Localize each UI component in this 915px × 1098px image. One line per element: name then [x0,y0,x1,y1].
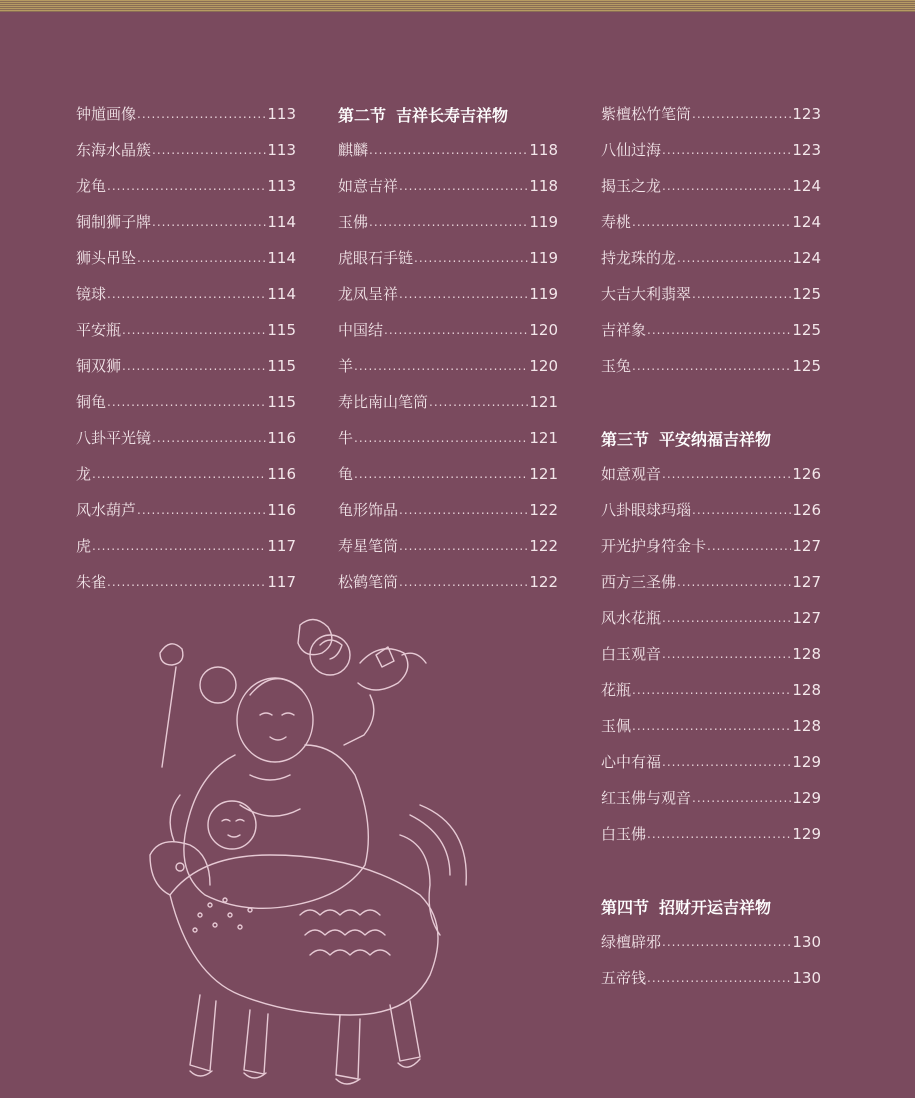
entry-page: 121 [529,464,558,483]
entry-name: 大吉大利翡翠 [601,284,692,303]
entry-name: 狮头吊坠 [76,248,137,267]
entry-page: 119 [529,284,558,303]
toc-entry[interactable] [76,564,296,600]
toc-entry[interactable] [601,276,821,312]
leader-dots [632,360,791,372]
entry-name: 心中有福 [601,752,662,771]
entry-name: 五帝钱 [601,968,647,987]
leader-dots [92,468,266,480]
entry-name: 寿桃 [601,212,632,231]
toc-entry[interactable] [601,132,821,168]
entry-name: 麒麟 [338,140,369,159]
toc-column-3 [601,96,821,996]
toc-entry[interactable] [601,348,821,384]
entry-page: 116 [267,428,296,447]
entry-name: 玉佩 [601,716,632,735]
entry-name: 羊 [338,356,354,375]
toc-entry[interactable] [338,240,558,276]
entry-page: 118 [529,176,558,195]
leader-dots [692,288,791,300]
decorative-top-border [0,0,915,12]
entry-page: 113 [267,104,296,123]
entry-name: 风水葫芦 [76,500,137,519]
entry-name: 花瓶 [601,680,632,699]
entry-page: 120 [529,356,558,375]
toc-entry[interactable] [601,312,821,348]
entry-page: 114 [267,248,296,267]
entry-page: 118 [529,140,558,159]
leader-dots [647,828,791,840]
entry-name: 牛 [338,428,354,447]
leader-dots [677,252,791,264]
entry-page: 123 [792,140,821,159]
leader-dots [399,540,528,552]
entry-name: 松鹤笔筒 [338,572,399,591]
leader-dots [647,972,791,984]
entry-page: 129 [792,752,821,771]
section-number: 第三节 [601,429,650,449]
entry-name: 白玉佛 [601,824,647,843]
leader-dots [354,468,528,480]
entry-page: 130 [792,968,821,987]
entry-name: 龙凤呈祥 [338,284,399,303]
leader-dots [399,180,528,192]
entry-name: 朱雀 [76,572,107,591]
entry-page: 123 [792,104,821,123]
toc-entry[interactable] [76,348,296,384]
entry-page: 126 [792,500,821,519]
entry-page: 129 [792,824,821,843]
section-number: 第四节 [601,897,650,917]
entry-name: 白玉观音 [601,644,662,663]
leader-dots [662,144,791,156]
entry-name: 风水花瓶 [601,608,662,627]
leader-dots [354,432,528,444]
toc-entry[interactable] [338,420,558,456]
toc-entry[interactable] [76,204,296,240]
entry-name: 吉祥象 [601,320,647,339]
entry-page: 122 [529,572,558,591]
toc-entry[interactable] [338,312,558,348]
entry-name: 八仙过海 [601,140,662,159]
entry-name: 八卦眼球玛瑙 [601,500,692,519]
entry-name: 镜球 [76,284,107,303]
leader-dots [632,720,791,732]
entry-page: 128 [792,680,821,699]
entry-name: 玉佛 [338,212,369,231]
toc-entry[interactable] [76,312,296,348]
leader-dots [369,216,528,228]
entry-name: 如意观音 [601,464,662,483]
entry-page: 120 [529,320,558,339]
toc-entry[interactable] [76,240,296,276]
entry-page: 117 [267,536,296,555]
leader-dots [692,792,791,804]
entry-name: 虎眼石手链 [338,248,414,267]
toc-entry[interactable] [601,780,821,816]
entry-page: 119 [529,212,558,231]
entry-page: 116 [267,500,296,519]
section-heading [601,888,821,924]
entry-page: 113 [267,140,296,159]
entry-page: 125 [792,284,821,303]
entry-page: 115 [267,320,296,339]
entry-name: 虎 [76,536,92,555]
toc-entry[interactable] [601,960,821,996]
toc-entry[interactable] [601,204,821,240]
toc-entry[interactable] [601,240,821,276]
toc-entry[interactable] [76,276,296,312]
leader-dots [152,144,266,156]
leader-dots [662,612,791,624]
entry-page: 114 [267,212,296,231]
section-heading [338,96,558,132]
leader-dots [662,756,791,768]
toc-column-1 [76,96,296,600]
toc-entry[interactable] [338,564,558,600]
entry-name: 钟馗画像 [76,104,137,123]
leader-dots [122,360,266,372]
toc-entry[interactable] [76,384,296,420]
toc-entry[interactable] [76,492,296,528]
entry-name: 龙 [76,464,92,483]
entry-name: 揭玉之龙 [601,176,662,195]
leader-dots [662,648,791,660]
toc-entry[interactable] [76,96,296,132]
entry-name: 龟 [338,464,354,483]
entry-page: 127 [792,608,821,627]
toc-entry[interactable] [338,456,558,492]
toc-entry[interactable] [76,420,296,456]
entry-name: 平安瓶 [76,320,122,339]
entry-name: 玉兔 [601,356,632,375]
leader-dots [369,144,528,156]
entry-name: 中国结 [338,320,384,339]
leader-dots [399,576,528,588]
entry-page: 115 [267,392,296,411]
leader-dots [107,396,266,408]
leader-dots [384,324,528,336]
toc-entry[interactable] [601,924,821,960]
entry-page: 130 [792,932,821,951]
entry-page: 128 [792,644,821,663]
leader-dots [632,216,791,228]
section-title: 吉祥长寿吉祥物 [396,105,509,125]
entry-page: 114 [267,284,296,303]
entry-page: 128 [792,716,821,735]
entry-name: 如意吉祥 [338,176,399,195]
leader-dots [632,684,791,696]
toc-entry[interactable] [338,168,558,204]
leader-dots [662,180,791,192]
section-number: 第二节 [338,105,387,125]
toc-entry[interactable] [76,528,296,564]
entry-page: 113 [267,176,296,195]
toc-entry[interactable] [338,492,558,528]
toc-entry[interactable] [601,672,821,708]
leader-dots [707,540,791,552]
toc-entry[interactable] [601,636,821,672]
entry-page: 122 [529,536,558,555]
leader-dots [662,936,791,948]
entry-page: 121 [529,428,558,447]
leader-dots [137,108,266,120]
leader-dots [399,288,528,300]
toc-entry[interactable] [338,276,558,312]
entry-name: 铜制狮子牌 [76,212,152,231]
entry-name: 八卦平光镜 [76,428,152,447]
leader-dots [152,432,266,444]
toc-entry[interactable] [338,528,558,564]
toc-entry[interactable] [601,708,821,744]
entry-page: 117 [267,572,296,591]
entry-name: 开光护身符金卡 [601,536,707,555]
toc-entry[interactable] [601,744,821,780]
entry-page: 121 [529,392,558,411]
section-title: 招财开运吉祥物 [659,897,772,917]
entry-name: 铜双狮 [76,356,122,375]
entry-page: 116 [267,464,296,483]
toc-column-2 [338,96,558,600]
toc-entry[interactable] [601,600,821,636]
leader-dots [429,396,528,408]
entry-name: 绿檀辟邪 [601,932,662,951]
toc-entry[interactable] [601,564,821,600]
leader-dots [677,576,791,588]
entry-page: 127 [792,536,821,555]
entry-page: 122 [529,500,558,519]
toc-entry[interactable] [601,96,821,132]
entry-name: 寿星笔筒 [338,536,399,555]
entry-name: 铜龟 [76,392,107,411]
leader-dots [137,252,266,264]
entry-page: 129 [792,788,821,807]
toc-entry[interactable] [601,456,821,492]
entry-page: 124 [792,176,821,195]
entry-page: 119 [529,248,558,267]
entry-page: 124 [792,248,821,267]
toc-entry[interactable] [76,132,296,168]
toc-entry[interactable] [601,168,821,204]
toc-entry[interactable] [601,492,821,528]
entry-name: 寿比南山笔筒 [338,392,429,411]
entry-page: 127 [792,572,821,591]
entry-name: 龙龟 [76,176,107,195]
leader-dots [399,504,528,516]
leader-dots [137,504,266,516]
section-heading [601,420,821,456]
toc-entry[interactable] [338,204,558,240]
leader-dots [152,216,266,228]
leader-dots [122,324,266,336]
leader-dots [107,180,266,192]
leader-dots [692,108,791,120]
entry-name: 紫檀松竹笔筒 [601,104,692,123]
toc-entry[interactable] [76,168,296,204]
section-spacer [601,852,821,888]
toc-entry[interactable] [76,456,296,492]
entry-page: 124 [792,212,821,231]
leader-dots [92,540,266,552]
entry-name: 红玉佛与观音 [601,788,692,807]
entry-name: 西方三圣佛 [601,572,677,591]
section-spacer [601,384,821,420]
entry-page: 125 [792,356,821,375]
leader-dots [662,468,791,480]
entry-page: 125 [792,320,821,339]
toc-entry[interactable] [338,348,558,384]
toc-entry[interactable] [601,528,821,564]
leader-dots [647,324,791,336]
leader-dots [692,504,791,516]
section-title: 平安纳福吉祥物 [659,429,772,449]
entry-name: 龟形饰品 [338,500,399,519]
papercut-child-riding-qilin-icon [140,615,480,1098]
leader-dots [107,576,266,588]
toc-entry[interactable] [338,384,558,420]
toc-entry[interactable] [338,132,558,168]
leader-dots [414,252,528,264]
entry-name: 东海水晶簇 [76,140,152,159]
leader-dots [354,360,528,372]
entry-page: 126 [792,464,821,483]
toc-entry[interactable] [601,816,821,852]
leader-dots [107,288,266,300]
entry-page: 115 [267,356,296,375]
entry-name: 持龙珠的龙 [601,248,677,267]
